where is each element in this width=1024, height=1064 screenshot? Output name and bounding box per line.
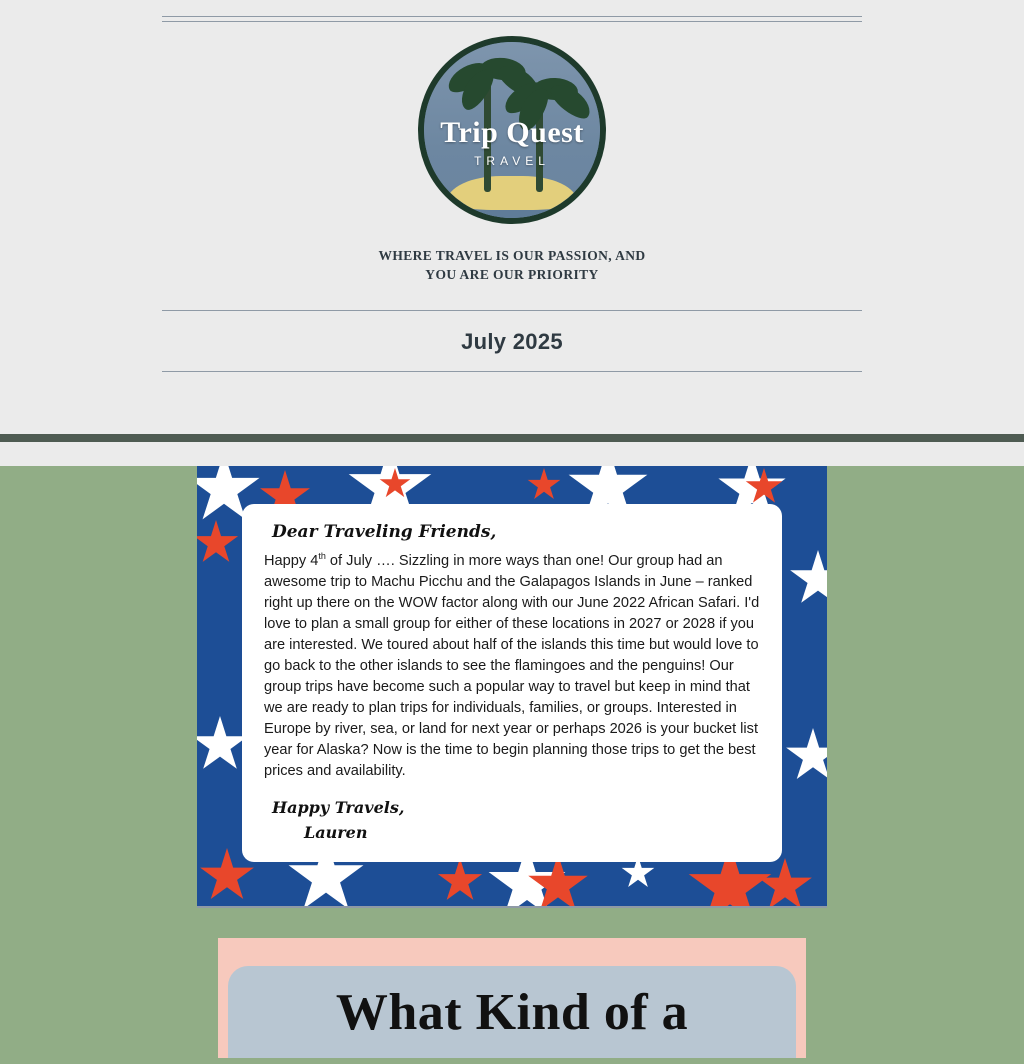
logo-title: Trip Quest	[440, 116, 584, 149]
logo-subtitle: TRAVEL	[474, 154, 550, 168]
issue-rule-bottom	[162, 371, 862, 372]
newsletter-body	[0, 466, 1024, 1064]
tagline-line-1: WHERE TRAVEL IS OUR PASSION, AND	[378, 248, 646, 263]
star-icon	[757, 858, 813, 906]
star-icon	[789, 550, 827, 608]
header-top-rule	[162, 16, 862, 17]
letter-closing: Happy Travels,	[272, 797, 405, 817]
newsletter-header	[0, 16, 1024, 434]
letter-underline-rule	[197, 906, 827, 908]
letter-content	[242, 504, 782, 862]
letter-paragraph-prefix: Happy 4	[264, 552, 319, 569]
trip-quest-travel-logo	[418, 36, 606, 224]
star-icon	[785, 728, 827, 784]
star-icon	[197, 520, 239, 566]
article-heading: What Kind of a	[335, 983, 689, 1041]
logo-sand-island	[447, 176, 577, 210]
section-divider	[0, 434, 1024, 442]
newsletter-page	[0, 16, 1024, 1040]
letter-card	[197, 466, 827, 906]
article-banner	[218, 938, 806, 1058]
letter-ordinal-suffix: th	[318, 551, 326, 561]
article-banner-pill	[228, 966, 796, 1058]
star-icon	[437, 858, 483, 904]
star-icon	[527, 468, 561, 502]
issue-date: July 2025	[461, 329, 563, 354]
letter-paragraph	[264, 546, 760, 782]
letter-paragraph-text: of July …. Sizzling in more ways than one! Our group had an awesome trip to Machu Picchu and the Galapagos Islands in June – ranked right up there on the WOW factor along with our June 2022 African Safari. I'd love to plan a small group for either of these locations in 2027 or 2028 if you are interested. We toured about half of the islands this time but would love to go back to the other islands to see the flamingoes and the penguins! Our group trips have become such a popular way to travel but keep in mind that we are ready to plan trips for individuals, families, or groups. Interested in Europe by river, sea, or land for next year or perhaps 2026 is your bucket list year for Alaska? Now is the time to begin planning those trips to get the best prices and availability.	[264, 552, 760, 779]
letter-salutation: Dear Traveling Friends,	[272, 522, 497, 542]
logo-container	[0, 36, 1024, 224]
tagline	[0, 246, 1024, 284]
header-top-rule-secondary	[162, 21, 862, 22]
letter-signature: Lauren	[304, 822, 368, 842]
tagline-line-2: YOU ARE OUR PRIORITY	[425, 267, 599, 282]
